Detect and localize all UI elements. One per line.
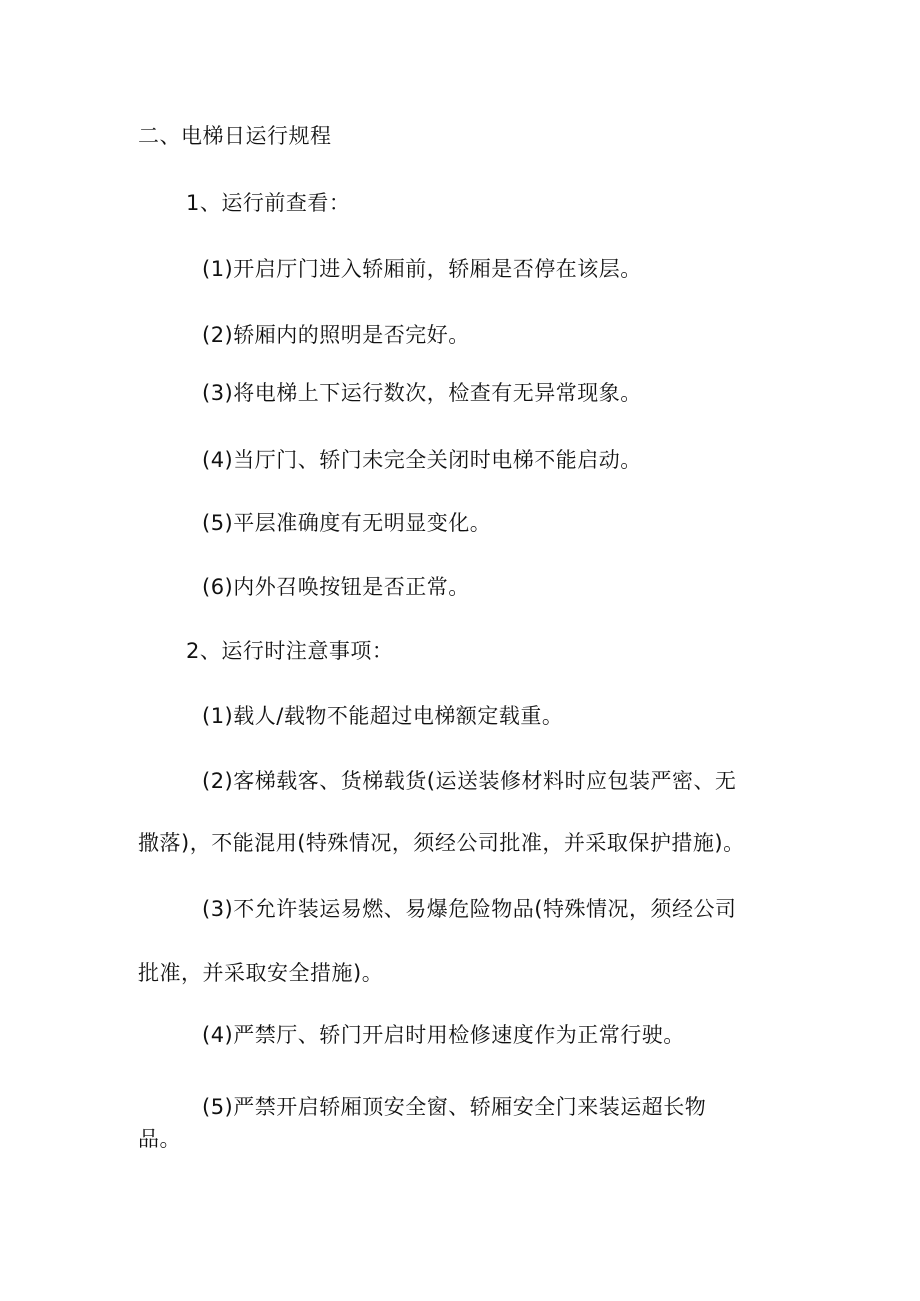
part2-item-3-line-1: (3)不允许装运易燃、易爆危险物品(特殊情况，须经公司: [202, 897, 737, 921]
part2-item-2-line-1: (2)客梯载客、货梯载货(运送装修材料时应包装严密、无: [202, 769, 737, 793]
part2-item-2-line-2: 撒落)，不能混用(特殊情况，须经公司批准，并采取保护措施)。: [138, 831, 745, 855]
part2-item-3-line-2: 批准，并采取安全措施)。: [138, 961, 384, 985]
section-title: 二、电梯日运行规程: [138, 124, 332, 148]
part1-item-1: (1)开启厅门进入轿厢前，轿厢是否停在该层。: [202, 257, 642, 281]
part2-heading: 2、运行时注意事项：: [186, 639, 394, 663]
part1-heading: 1、运行前查看：: [186, 191, 351, 215]
part1-item-2: (2)轿厢内的照明是否完好。: [202, 323, 470, 347]
part1-item-5: (5)平层准确度有无明显变化。: [202, 511, 492, 535]
part2-item-5-line-1: (5)严禁开启轿厢顶安全窗、轿厢安全门来装运超长物: [202, 1095, 707, 1119]
part2-item-4: (4)严禁厅、轿门开启时用检修速度作为正常行驶。: [202, 1023, 685, 1047]
part2-item-5-line-2: 品。: [138, 1127, 181, 1151]
part1-item-3: (3)将电梯上下运行数次，检查有无异常现象。: [202, 381, 642, 405]
part1-item-4: (4)当厅门、轿门未完全关闭时电梯不能启动。: [202, 448, 642, 472]
part1-item-6: (6)内外召唤按钮是否正常。: [202, 575, 470, 599]
part2-item-1: (1)载人/载物不能超过电梯额定载重。: [202, 704, 564, 728]
